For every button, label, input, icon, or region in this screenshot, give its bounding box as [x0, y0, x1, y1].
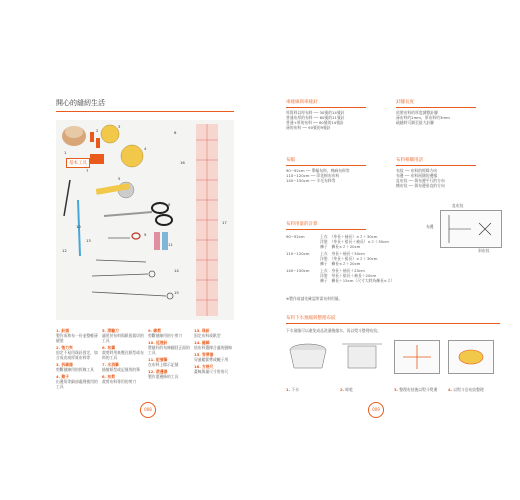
tool-desc: 畫線與量尺寸用的尺	[194, 369, 229, 374]
fabric-amount-line: 洋裝 （身長＋裙長＋袖長）×２＋30cm	[320, 239, 389, 244]
photo-number: 11	[168, 242, 173, 247]
tool-name: 14. 縫線	[194, 340, 210, 345]
tool-desc: 適用於布料與紙張裁切的工具	[102, 333, 144, 343]
left-page-number: 008	[140, 402, 156, 418]
tool-desc: 依布料選擇合適的縫線	[194, 345, 232, 350]
fabric-amount-title: 布料用量的計算	[286, 222, 318, 227]
tool-desc: 裁剪時用來壓住紙型或布料的工具	[102, 350, 144, 360]
fabric-amount-lines	[320, 268, 395, 283]
fabric-width-title: 布幅	[286, 158, 295, 163]
tools-col-2	[102, 326, 144, 384]
step-caption	[394, 376, 440, 395]
photo-number: 5	[118, 176, 121, 181]
tool-desc: 在布料上標示記號	[148, 362, 179, 367]
fabric-amount-line: 上衣 身長＋袖長＋30cm	[320, 251, 365, 256]
left-page-title: 開心的縫紉生活	[56, 99, 105, 107]
photo-number: 17	[222, 220, 227, 225]
fabric-terms-rule	[396, 165, 476, 166]
thread-needle-row: 薄的布料 ── 90號的9號針	[286, 125, 331, 130]
stitch-length-row: 依照布料的厚度調整針腳	[396, 110, 438, 115]
photo-number: 7	[86, 168, 89, 173]
preshrink-title: 布料下水預縮與整理布紋	[286, 316, 336, 321]
thread-needle-rows	[286, 110, 344, 130]
tool-desc: 固定不易用珠針固定，如合成皮或厚質布料等	[56, 350, 98, 360]
tool-desc: 將縫好的布條翻回正面的工具	[148, 345, 190, 355]
photo-number: 16	[180, 160, 185, 165]
fabric-terms-row: 直布紋 ── 與布邊平行的方向	[396, 178, 445, 183]
tools-photo	[56, 120, 234, 320]
fabric-amount-block	[286, 234, 395, 249]
step-text: 下水	[290, 387, 299, 392]
fabric-width-rows	[286, 168, 350, 183]
left-title-rule	[56, 111, 234, 112]
stitch-length-title: 針腳長度	[396, 100, 414, 105]
fabric-amount-block	[286, 268, 395, 283]
tools-col-4	[194, 326, 236, 374]
step-3-figure	[394, 340, 440, 374]
tool-name: 1. 針插	[56, 328, 69, 333]
fabric-amount-line: 褲子 褲長×２＋20cm	[320, 261, 361, 266]
photo-number: 14	[174, 268, 179, 273]
tools-col-3	[148, 326, 190, 379]
tool-desc: 穿過鬆緊帶或繩子用	[194, 357, 229, 362]
photo-number: 8	[168, 202, 171, 207]
fabric-amount-block	[286, 251, 395, 266]
photo-number: 10	[76, 224, 81, 229]
tool-name: 5. 滾輪刀	[102, 328, 119, 333]
tool-name: 10. 返裡針	[148, 340, 168, 345]
tool-name: 15. 穿帶器	[194, 352, 214, 357]
tools-col-1	[56, 326, 98, 389]
fabric-terms-row: 布紋 ── 布料的經緯方向	[396, 168, 438, 173]
preshrink-desc: 下水預縮可以避免成品洗滌後縮水，再以熨斗整理布紋。	[286, 328, 381, 333]
tool-desc: 固定布料或紙型	[194, 333, 221, 338]
photo-number: 12	[62, 248, 67, 253]
fabric-width-row: 90~92cm ── 單幅布料，棉麻布料等	[286, 168, 350, 173]
tool-desc: 製作成和布一份並整輕薄縫裝	[56, 333, 98, 343]
fabric-amount-line: 褲子 褲長×２＋20cm	[320, 244, 361, 249]
tool-desc: 描繪紙型或記號用的筆	[102, 367, 140, 372]
fabric-amount-line: 洋裝 身長＋裙長＋袖長＋20cm	[320, 273, 377, 278]
thread-needle-title: 車縫線與車縫針	[286, 100, 318, 105]
fabric-amount-note: ※製作前請先確認所需布料用量。	[286, 296, 343, 301]
step-number: 2.	[340, 387, 345, 392]
photo-number: 4	[144, 146, 147, 151]
fabric-amount-line: 褲子 褲長＋15cm（尺寸大時為褲長×２）	[320, 278, 395, 283]
fabric-width-row: 140~150cm ── 羊毛布料等	[286, 178, 336, 183]
fabric-amount-width: 110~120cm	[286, 251, 310, 256]
tool-name: 12. 滾邊器	[148, 369, 168, 374]
stitch-length-rule	[396, 107, 476, 108]
tool-name: 11. 記號筆	[148, 357, 168, 362]
photo-number: 9	[144, 232, 147, 237]
fabric-amount-line: 洋裝 （身長＋裙長）×２＋30cm	[320, 256, 378, 261]
tool-name: 16. 方格尺	[194, 364, 214, 369]
fabric-amount-width: 140~150cm	[286, 268, 310, 273]
grain-label-top: 直布紋	[452, 203, 464, 208]
thread-needle-row: 普通+厚的布料 ── 60號的14號針	[286, 120, 344, 125]
thread-needle-row: 厚質料以厚布料 ── 30號的14號針	[286, 110, 345, 115]
step-1-figure	[286, 340, 330, 372]
step-text: 整理布紋後以熨斗熨燙	[398, 387, 438, 392]
tool-name: 6. 布鎮	[102, 345, 115, 350]
tool-name: 3. 拆線器	[56, 362, 73, 367]
photo-number: 6	[174, 130, 177, 135]
photo-number: 3	[118, 124, 121, 129]
step-caption	[340, 376, 386, 395]
fabric-terms-row: 布邊 ── 布料兩側的邊緣	[396, 173, 438, 178]
grain-arrows	[441, 211, 501, 247]
stitch-length-row: 疏縫時可調至最大針腳	[396, 120, 434, 125]
fabric-amount-lines	[320, 251, 377, 266]
grain-label-left: 布邊	[426, 224, 434, 229]
grain-label-right: 斜布紋	[478, 248, 490, 253]
step-number: 4.	[448, 387, 453, 392]
fabric-width-rule	[286, 165, 366, 166]
right-page-number: 009	[368, 402, 384, 418]
fabric-amount-line: 上衣 身長＋袖長＋20cm	[320, 268, 365, 273]
stitch-length-rows	[396, 110, 450, 125]
step-text: 晾乾	[344, 387, 353, 392]
stitch-length-row: 薄布料約2mm，厚布料約3mm	[396, 115, 450, 120]
tool-name: 7. 水消筆	[102, 362, 119, 367]
photo-number: 1	[64, 150, 67, 155]
tool-desc: 出邊角等細部處理使用的工具	[56, 379, 98, 389]
photo-number: 13	[86, 238, 91, 243]
fabric-amount-lines	[320, 234, 389, 249]
tool-name: 2. 強力夾	[56, 345, 73, 350]
preshrink-steps	[286, 376, 500, 396]
tool-name: 9. 線剪	[148, 328, 161, 333]
step-text: 以熨斗沿布紋整理	[452, 387, 484, 392]
fabric-width-row: 110~120cm ── 印花棉布布料	[286, 173, 340, 178]
step-2-figure	[340, 340, 384, 372]
step-number: 3.	[394, 387, 399, 392]
thread-needle-row: 普通布厚的布料 ── 60號的11號針	[286, 115, 345, 120]
tool-desc: 製作滾邊條的工具	[148, 374, 179, 379]
step-caption	[448, 376, 494, 395]
tool-name: 13. 珠針	[194, 328, 210, 333]
photo-number: 2	[96, 128, 99, 133]
tool-name: 4. 錐子	[56, 374, 69, 379]
tool-desc: 裁剪布料專用的剪刀	[102, 379, 137, 384]
fabric-terms-row: 橫布紋 ── 與布邊垂直的方向	[396, 183, 445, 188]
fabric-terms-rows	[396, 168, 445, 188]
step-number: 1.	[286, 387, 291, 392]
fabric-terms-title: 布料相關用語	[396, 158, 423, 163]
preshrink-rule	[286, 323, 500, 324]
step-4-figure	[448, 340, 494, 374]
fabric-amount-rule	[286, 229, 366, 230]
tool-desc: 剪斷縫線用的小剪刀	[148, 333, 183, 338]
fabric-amount-line: 上衣 （身長＋袖長）×２＋30cm	[320, 234, 378, 239]
thread-needle-rule	[286, 107, 366, 108]
photo-number: 15	[174, 290, 179, 295]
basic-tools-tag: 基本工具	[66, 158, 90, 168]
tool-desc: 剪斷縫線用的拆線工具	[56, 367, 94, 372]
tool-name: 8. 布剪	[102, 374, 115, 379]
grain-diagram	[440, 210, 502, 248]
step-caption	[286, 376, 332, 395]
fabric-amount-width: 90~92cm	[286, 234, 305, 239]
fabric-amount-blocks	[286, 232, 395, 283]
